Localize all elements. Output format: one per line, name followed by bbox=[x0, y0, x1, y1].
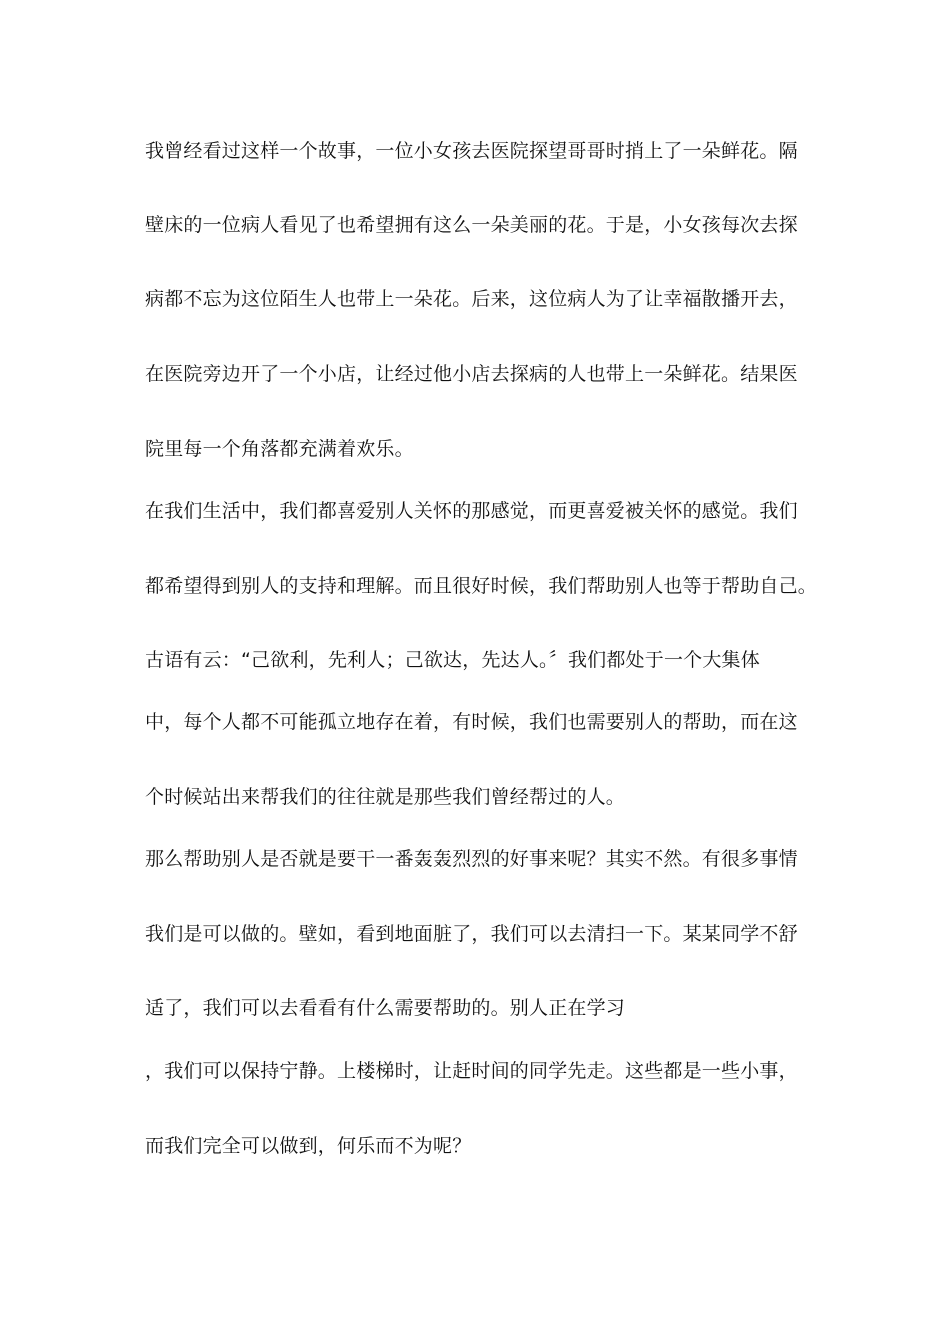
text-line: 在我们生活中，我们都喜爱别人关怀的那感觉，而更喜爱被关怀的感觉。我们 bbox=[145, 500, 798, 522]
text-line: 壁床的一位病人看见了也希望拥有这么一朵美丽的花。于是，小女孩每次去探 bbox=[145, 214, 798, 236]
text-line: 古语有云：“己欲利，先利人；己欲达，先达人。〞我们都处于一个大集体 bbox=[145, 649, 760, 671]
text-line: 我曾经看过这样一个故事，一位小女孩去医院探望哥哥时捎上了一朵鲜花。隔 bbox=[145, 140, 798, 162]
text-line: 院里每一个角落都充满着欢乐。 bbox=[145, 438, 414, 460]
text-line: 在医院旁边开了一个小店，让经过他小店去探病的人也带上一朵鲜花。结果医 bbox=[145, 363, 798, 385]
text-line: 都希望得到别人的支持和理解。而且很好时候，我们帮助别人也等于帮助自己。 bbox=[145, 575, 818, 597]
text-line: 病都不忘为这位陌生人也带上一朵花。后来，这位病人为了让幸福散播开去， bbox=[145, 288, 798, 310]
text-line: 个时候站出来帮我们的往往就是那些我们曾经帮过的人。 bbox=[145, 786, 626, 808]
text-line: 我们是可以做的。壁如，看到地面脏了，我们可以去清扫一下。某某同学不舒 bbox=[145, 923, 798, 945]
text-line: ，我们可以保持宁静。上楼梯时，让赶时间的同学先走。这些都是一些小事， bbox=[145, 1060, 798, 1082]
text-line: 中，每个人都不可能孤立地存在着，有时候，我们也需要别人的帮助，而在这 bbox=[145, 711, 798, 733]
text-line: 而我们完全可以做到，何乐而不为呢？ bbox=[145, 1135, 472, 1157]
text-line: 那么帮助别人是否就是要干一番轰轰烈烈的好事来呢？其实不然。有很多事情 bbox=[145, 848, 798, 870]
text-line: 适了，我们可以去看看有什么需要帮助的。别人正在学习 bbox=[145, 997, 626, 1019]
